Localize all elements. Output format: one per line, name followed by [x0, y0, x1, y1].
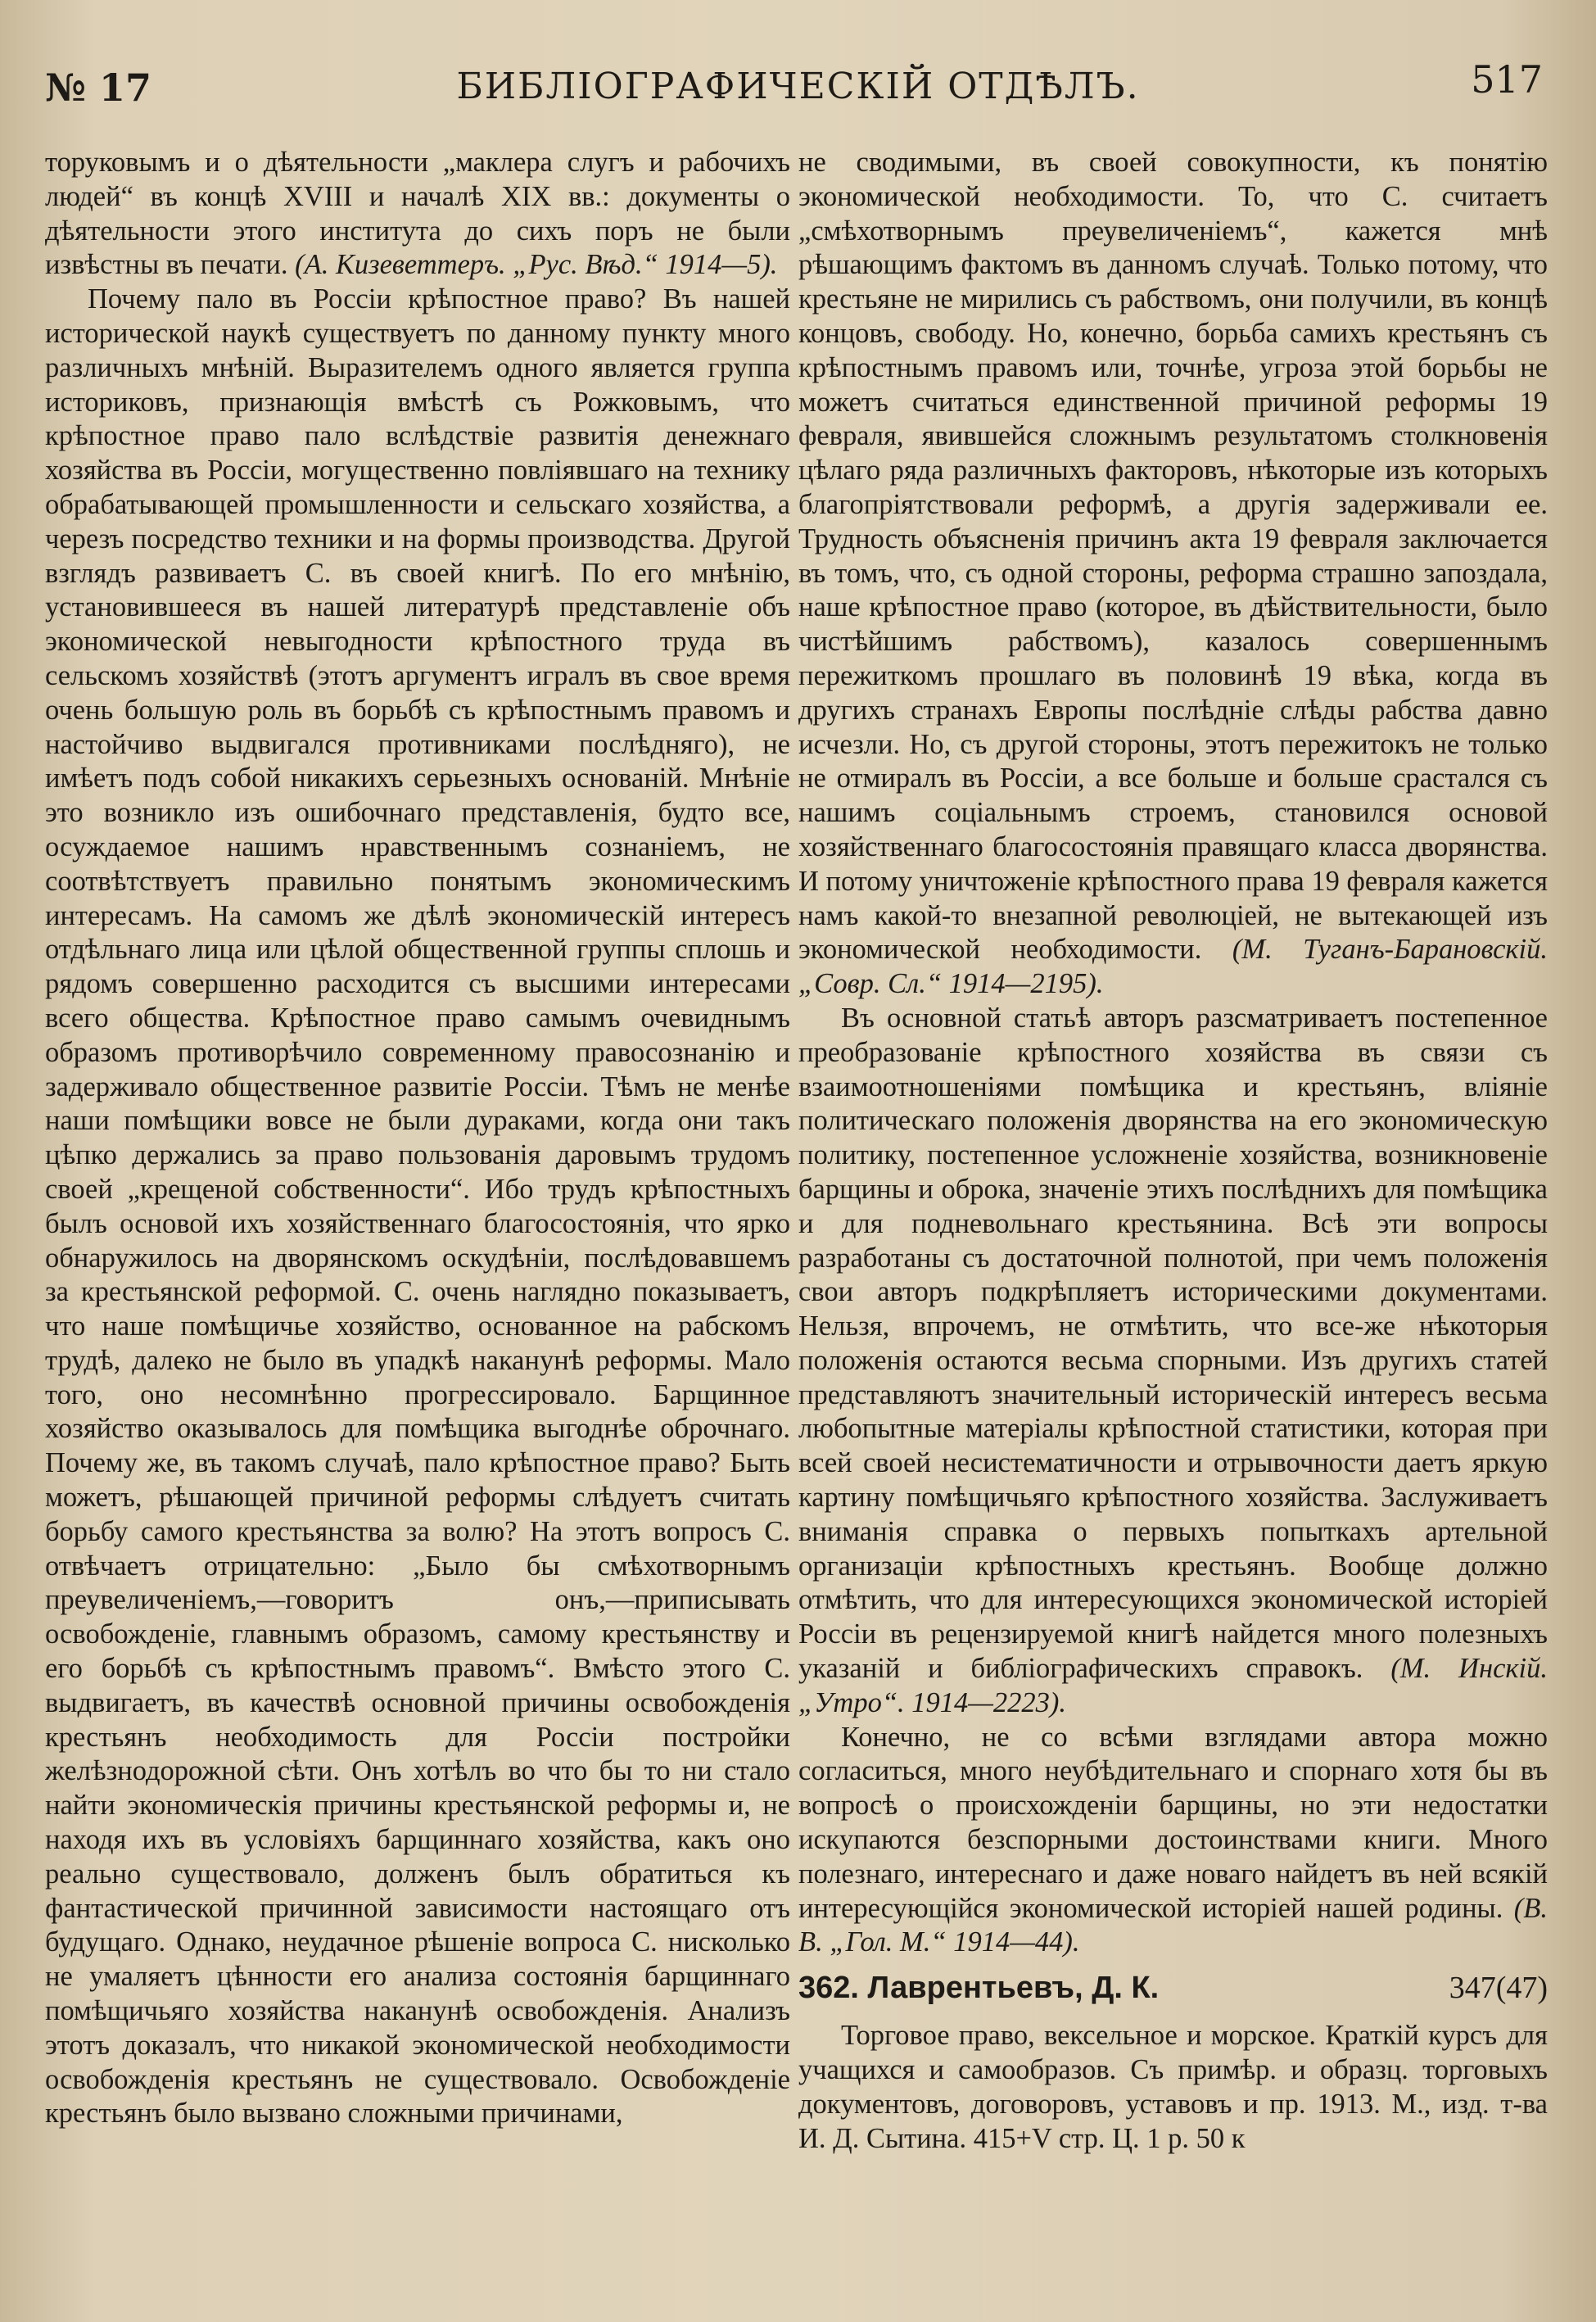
paragraph: Почему пало въ Россiи крѣпостное право? Въ нашей исторической наукѣ существуетъ по данному пункту много различныхъ мнѣнiй. Выразителемъ одного является группа историковъ, признающiя вмѣстѣ съ Рожковымъ, что крѣпостное право пало вслѣдствiе развитiя денежнаго хозяйства въ Россiи, могущественно повлiявшаго на технику обрабатывающей промышленности и сельскаго хозяйства, а черезъ посредство техники и на формы производства. Другой взглядъ развиваетъ С. въ своей книгѣ. По его мнѣнiю, установившееся въ нашей литературѣ представленiе объ экономической невыгодности крѣпостного труда въ сельскомъ хозяйствѣ (этотъ аргументъ игралъ въ свое время очень большую роль въ борьбѣ съ крѣпостнымъ правомъ и настойчиво выдвигался противниками послѣдняго), не имѣетъ подъ собой никакихъ серьезныхъ основанiй. Мнѣнiе это возникло изъ ошибочнаго представленiя, будто все, осуждаемое нашимъ нравственнымъ сознанiемъ, не соотвѣтствуетъ правильно понятымъ экономическимъ интересамъ. На самомъ же дѣлѣ экономическiй интересъ отдѣльнаго лица или цѣлой общественной группы сплошь и рядомъ совершенно расходится съ высшими интересами всего общества. Крѣпостное право самымъ очевиднымъ образомъ противорѣчило современному правосознанiю и задерживало общественное развитiе Россiи. Тѣмъ не менѣе наши помѣщики вовсе не были дураками, когда они такъ цѣпко держались за право пользованiя даровымъ трудомъ своей „крещеной собственности“. Ибо трудъ крѣпостныхъ былъ основой ихъ хозяйственнаго благосостоянiя, что ярко обнаружилось на дворянскомъ оскудѣнiи, послѣдовавшемъ за крестьянской реформой. С. очень наглядно показываетъ, что наше помѣщичье хозяйство, основанное на рабскомъ трудѣ, далеко не было въ упадкѣ наканунѣ реформы. Мало того, оно несомнѣнно прогрессировало. Барщинное хозяйство оказывалось для помѣщика выгоднѣе оброчнаго. Почему же, въ такомъ случаѣ, пало крѣпостное право? Быть можетъ, рѣшающей причиной реформы слѣдуетъ считать борьбу самого крестьянства за волю? На этотъ вопросъ С. отвѣчаетъ отрицательно: „Было бы смѣхотворнымъ преувеличенiемъ,—говоритъ онъ,—приписывать освобожденiе, главнымъ образомъ, самому крестьянству и его борьбѣ съ крѣпостнымъ правомъ“. Вмѣсто этого С. выдвигаетъ, въ качествѣ основной причины освобожденiя крестьянъ необходимость для Россiи постройки желѣзнодорожной сѣти. Онъ хотѣлъ во что бы то ни стало найти экономическiя причины крестьянской реформы и, не находя ихъ въ условiяхъ барщиннаго хозяйства, какъ оно реально существовало, долженъ былъ обратиться къ фантастической причинной зависимости настоящаго отъ будущаго. Однако, неудачное рѣшенiе вопроса С. нисколько не умаляетъ цѣнности его анализа состоянiя барщиннаго помѣщичьяго хозяйства наканунѣ освобожденiя. Анализъ этотъ доказалъ, что никакой экономической необходимости освобожденiя крестьянъ не существовало. Освобожденiе крестьянъ было вызвано сложными причинами,	[45, 283, 790, 2130]
section-title: БИБЛIОГРАФИЧЕСКIЙ ОТДѢЛЪ.	[456, 66, 1140, 107]
paragraph: не сводимыми, въ своей совокупности, къ понятiю экономической необходимости. То, что С. считаетъ „смѣхотворнымъ преувеличенiемъ“, кажется мнѣ рѣшающимъ фактомъ въ данномъ случаѣ. Только потому, что крестьяне не мирились съ рабствомъ, они получили, въ концѣ концовъ, свободу. Но, конечно, борьба самихъ крестьянъ съ крѣпостнымъ правомъ или, точнѣе, угроза этой борьбы не можетъ считаться единственной причиной реформы 19 февраля, явившейся сложнымъ результатомъ столкновенiя цѣлаго ряда различныхъ факторовъ, нѣкоторые изъ которыхъ благопрiятствовали реформѣ, а другiя задерживали ее. Трудность объясненiя причинъ акта 19 февраля заключается въ томъ, что, съ одной стороны, реформа страшно запоздала, наше крѣпостное право (которое, въ дѣйствительности, было чистѣйшимъ рабствомъ), казалось совершеннымъ пережиткомъ прошлаго въ половинѣ 19 вѣка, когда въ другихъ странахъ Европы послѣднiе слѣды рабства давно исчезли. Но, съ другой стороны, этотъ пережитокъ не только не отмиралъ въ Россiи, а все больше и больше срастался съ нашимъ соцiальнымъ строемъ, становился основой хозяйственнаго благосостоянiя правящаго класса дворянства. И потому уничтоженiе крѣпостного права 19 февраля кажется намъ какой-то внезапной революцiей, не вытекающей изъ экономической необходимости. (М. Туганъ-Барановскiй. „Совр. Сл.“ 1914—2195).	[798, 147, 1548, 1000]
citation: (М. Инскiй. „Утро“. 1914—2223).	[798, 1653, 1548, 1718]
page-number: 517	[1471, 57, 1543, 102]
left-column	[45, 146, 790, 2308]
paragraph: Въ основной статьѣ авторъ разсматриваетъ постепенное преобразованiе крѣпостного хозяйства въ связи съ взаимоотношенiями помѣщика и крестьянъ, влiянiе политическаго положенiя дворянства на его экономическую политику, постепенное усложненiе хозяйства, возникновенiе барщины и оброка, значенiе этихъ послѣднихъ для помѣщика и для подневольнаго крестьянина. Всѣ эти вопросы разработаны съ достаточной полнотой, при чемъ положенiя свои авторъ подкрѣпляетъ историческими документами. Нельзя, впрочемъ, не отмѣтить, что все-же нѣкоторыя положенiя остаются весьма спорными. Изъ другихъ статей представляютъ значительный историческiй интересъ весьма любопытные матерiалы крѣпостной статистики, которая при всей своей несистематичности и отрывочности даетъ яркую картину помѣщичьяго крѣпостного хозяйства. Заслуживаетъ вниманiя справка о первыхъ попыткахъ артельной организацiи крѣпостныхъ крестьянъ. Вообще должно отмѣтить, что для интересующихся экономической исторiей Россiи въ рецензируемой книгѣ найдется много полезныхъ указанiй и библiографическихъ справокъ. (М. Инскiй. „Утро“. 1914—2223).	[798, 1002, 1548, 1718]
page-header	[45, 49, 1551, 123]
entry-heading	[798, 1968, 1548, 2007]
entry-classification: 347(47)	[1449, 1971, 1548, 2006]
issue-number: № 17	[45, 66, 152, 110]
paragraph: торуковымъ и о дѣятельности „маклера слугъ и рабочихъ людей“ въ концѣ XVIII и началѣ XIX вв.: документы о дѣятельности этого института до сихъ поръ не были извѣстны въ печати. (А. Кизеветтеръ. „Рус. Вѣд.“ 1914—5).	[45, 147, 790, 281]
citation: (М. Туганъ-Барановскiй. „Совр. Сл.“ 1914—2195).	[798, 934, 1548, 1000]
citation: (А. Кизеветтеръ. „Рус. Вѣд.“ 1914—5).	[295, 249, 778, 281]
entry-title: 362. Лаврентьевъ, Д. К.	[798, 1971, 1160, 2006]
paragraph: Конечно, не со всѣми взглядами автора можно согласиться, много неубѣдительнаго и спорнаго хотя бы въ вопросѣ о происхожденiи барщины, но эти недостатки искупаются безспорными достоинствами книги. Много полезнаго, интереснаго и даже новаго найдетъ въ ней всякiй интересующiйся экономической исторiей нашей родины. (В. В. „Гол. М.“ 1914—44).	[798, 1721, 1548, 1958]
entry-description: Торговое право, вексельное и морское. Краткiй курсъ для учащихся и самообразов. Съ примѣр. и образц. торговыхъ документовъ, договоровъ, уставовъ и пр. 1913. М., изд. т-ва И. Д. Сытина. 415+V стр. Ц. 1 р. 50 к	[798, 2020, 1548, 2154]
right-column	[798, 146, 1548, 2308]
citation: (В. В. „Гол. М.“ 1914—44).	[798, 1892, 1548, 1958]
